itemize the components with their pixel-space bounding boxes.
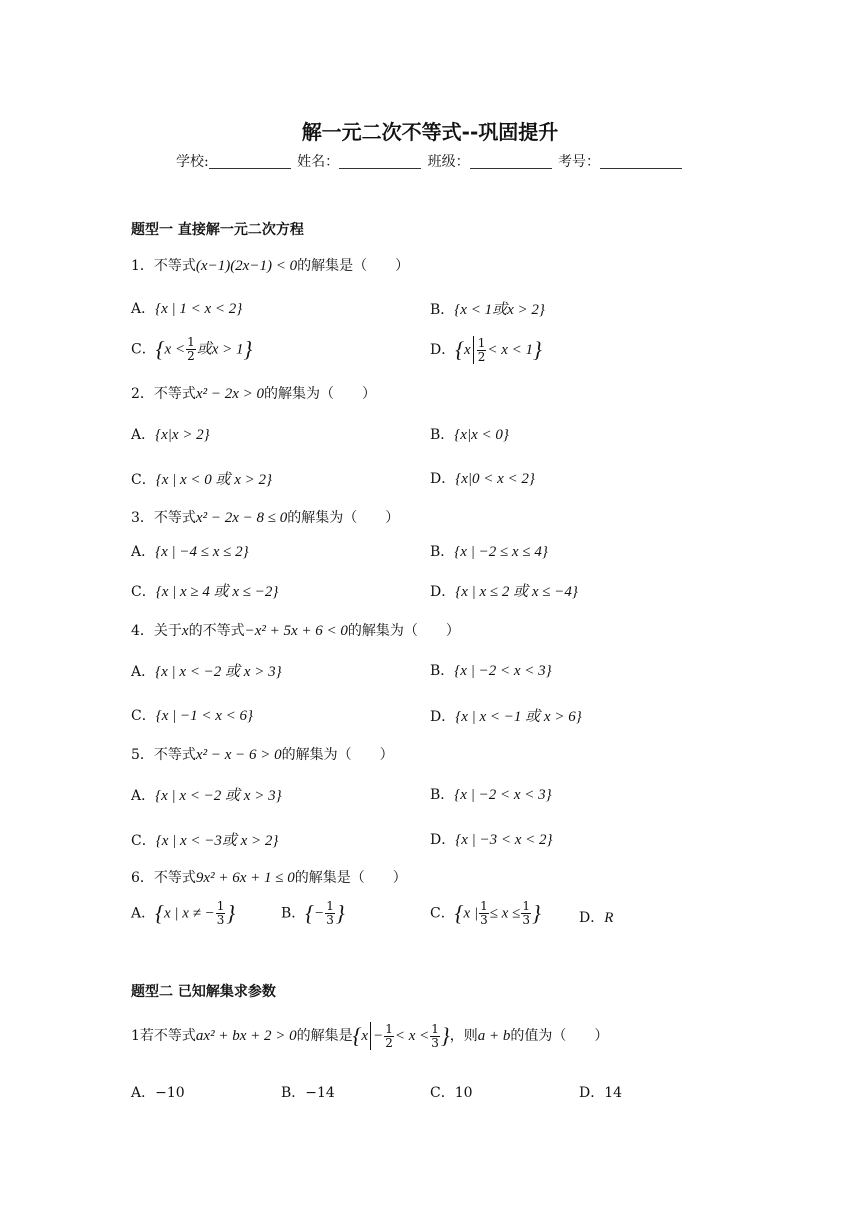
- section-heading-1: 题型一 直接解一元二次方程: [131, 222, 304, 238]
- fraction: [477, 337, 487, 364]
- option-4a[interactable]: [131, 660, 282, 681]
- option-2a[interactable]: [131, 424, 210, 444]
- numerator: 1: [477, 335, 486, 350]
- brace-close: }: [533, 337, 542, 362]
- math-variable: x: [181, 623, 189, 639]
- numerator: 1: [431, 1021, 439, 1036]
- brace-open: {: [155, 336, 165, 362]
- option-label: D．: [430, 342, 456, 358]
- math-expression: 9x² + 6x + 1 ≤ 0: [195, 870, 295, 886]
- brace-close: }: [440, 1023, 450, 1048]
- class-label: 班级：: [427, 154, 470, 170]
- option-text: 14: [604, 1085, 623, 1101]
- denominator: 3: [522, 913, 530, 927]
- question-2: [131, 383, 376, 403]
- option-text: {x | −4 ≤ x ≤ 2}: [155, 544, 249, 560]
- option-label: B．: [430, 427, 455, 443]
- question-6: [131, 867, 407, 887]
- option-text: {x|x < 0}: [454, 427, 509, 443]
- question-text: 不等式: [153, 386, 196, 402]
- fraction: [186, 336, 196, 363]
- set-bar: [370, 1022, 371, 1050]
- option-text: {x | −1 < x < 6}: [155, 708, 254, 724]
- question-text: 关于: [153, 623, 182, 639]
- option-1d[interactable]: [430, 336, 542, 364]
- option-5d[interactable]: [430, 829, 553, 849]
- school-blank[interactable]: [209, 154, 291, 169]
- math-expression: −x² + 5x + 6 < 0: [244, 623, 348, 639]
- option-label: C．: [430, 905, 455, 922]
- numerator: 1: [216, 899, 225, 913]
- math-expression: x² − 2x > 0: [195, 386, 264, 402]
- question-text: 的解集是（ ）: [294, 870, 407, 886]
- math-expression: −: [373, 1028, 384, 1044]
- brace-open: {: [305, 900, 315, 926]
- set-bar: [473, 336, 474, 364]
- section-heading-2: 题型二 已知解集求参数: [131, 984, 276, 1000]
- question-text: 不等式: [153, 258, 196, 274]
- option-4b[interactable]: [430, 660, 552, 680]
- denominator: 3: [480, 913, 488, 927]
- math-expression: x² − x − 6 > 0: [195, 747, 282, 763]
- denominator: 2: [187, 349, 195, 363]
- option-text: {x < 1或x > 2}: [454, 302, 545, 318]
- option-text: −14: [305, 1085, 335, 1101]
- option-label: A．: [131, 544, 156, 560]
- option-3a[interactable]: [131, 541, 249, 561]
- option-text: R: [604, 910, 614, 926]
- option-label: C．: [430, 1085, 455, 1101]
- name-blank[interactable]: [339, 154, 421, 169]
- option-text: {x | x < −2 或 x > 3}: [155, 788, 282, 804]
- option-label: B．: [281, 1085, 306, 1101]
- numerator: 1: [385, 1021, 393, 1036]
- question-number: 3．: [131, 510, 154, 526]
- numerator: 1: [480, 899, 488, 913]
- fraction: [430, 1023, 440, 1050]
- question-text: 若不等式: [139, 1028, 196, 1044]
- brace-open: {: [155, 900, 164, 926]
- option-text: {x | x < −1 或 x > 6}: [455, 709, 582, 725]
- option-6d[interactable]: [579, 907, 613, 927]
- option-7c[interactable]: [430, 1082, 473, 1102]
- question-text: 的值为（ ）: [510, 1028, 609, 1044]
- math-expression: ax² + bx + 2 > 0: [195, 1028, 297, 1044]
- fraction: [521, 900, 531, 927]
- option-text: < x < 1: [487, 342, 534, 358]
- question-text: 的不等式: [188, 623, 245, 639]
- math-expression: (x−1)(2x−1) < 0: [195, 258, 298, 274]
- option-2d[interactable]: [430, 468, 535, 488]
- option-5b[interactable]: [430, 784, 552, 804]
- option-text: {x | 1 < x < 2}: [155, 301, 243, 317]
- exam-no-label: 考号：: [558, 154, 601, 170]
- option-text: 10: [454, 1085, 473, 1101]
- denominator: 2: [477, 349, 486, 364]
- option-label: D．: [430, 709, 456, 725]
- name-label: 姓名：: [297, 154, 340, 170]
- option-text: x <: [164, 341, 186, 358]
- school-label: 学校:: [175, 154, 209, 170]
- option-7b[interactable]: [281, 1082, 335, 1102]
- option-text: {x | −2 < x < 3}: [454, 663, 552, 679]
- math-expression: a + b: [477, 1028, 511, 1044]
- brace-close: }: [335, 900, 345, 926]
- question-text: 的解集为（ ）: [287, 510, 400, 526]
- question-3: [131, 507, 399, 527]
- question-1: [131, 255, 409, 275]
- page-title: 解一元二次不等式--巩固提升: [301, 120, 559, 144]
- option-text: x: [464, 342, 471, 358]
- class-blank[interactable]: [470, 154, 552, 169]
- option-text: {x | x ≥ 4 或 x ≤ −2}: [155, 584, 279, 600]
- option-label: B．: [281, 905, 306, 922]
- question-text: 的解集是: [296, 1028, 353, 1044]
- brace-open: {: [455, 337, 465, 362]
- option-label: A．: [131, 905, 156, 922]
- option-label: C．: [131, 584, 156, 600]
- option-label: D．: [579, 1085, 605, 1101]
- option-2c[interactable]: [131, 468, 272, 489]
- fraction: [216, 900, 226, 927]
- option-label: C．: [131, 472, 156, 488]
- option-text: {x | x < 0 或 x > 2}: [155, 472, 273, 488]
- question-text: 不等式: [153, 870, 196, 886]
- question-text: 不等式: [153, 510, 196, 526]
- option-label: B．: [430, 787, 455, 803]
- option-6a[interactable]: [131, 900, 235, 927]
- fraction: [384, 1023, 394, 1050]
- option-7a[interactable]: [131, 1082, 185, 1102]
- option-label: C．: [131, 833, 156, 849]
- numerator: 1: [326, 899, 334, 913]
- option-text: {x | −3 < x < 2}: [455, 832, 553, 848]
- option-label: C．: [131, 708, 156, 724]
- option-text: {x|0 < x < 2}: [455, 471, 535, 487]
- option-label: D．: [430, 471, 456, 487]
- question-number: 1．: [131, 258, 154, 274]
- option-5a[interactable]: [131, 784, 282, 805]
- brace-open: {: [352, 1023, 362, 1048]
- denominator: 3: [431, 1035, 439, 1050]
- option-3c[interactable]: [131, 580, 278, 601]
- option-1c[interactable]: [131, 336, 252, 363]
- question-4: [131, 620, 460, 640]
- fraction: [479, 900, 489, 927]
- option-label: D．: [430, 832, 456, 848]
- question-number: 1: [131, 1028, 140, 1044]
- option-7d[interactable]: [579, 1082, 622, 1102]
- brace-open: {: [454, 900, 464, 926]
- option-label: A．: [131, 1085, 156, 1101]
- option-4c[interactable]: [131, 705, 253, 725]
- question-number: 5．: [131, 747, 154, 763]
- question-number: 2．: [131, 386, 154, 402]
- question-text: ，则: [449, 1028, 478, 1044]
- denominator: 3: [326, 913, 334, 927]
- option-label: A．: [131, 788, 156, 804]
- numerator: 1: [522, 899, 530, 913]
- option-label: B．: [430, 544, 455, 560]
- option-1a[interactable]: [131, 298, 242, 318]
- math-expression: < x <: [394, 1028, 430, 1044]
- option-4d[interactable]: [430, 705, 582, 726]
- denominator: 2: [385, 1035, 393, 1050]
- question-5: [131, 744, 394, 764]
- option-label: C．: [131, 341, 156, 358]
- question-7: [131, 1022, 608, 1050]
- option-label: A．: [131, 427, 156, 443]
- option-label: D．: [579, 910, 605, 926]
- denominator: 3: [216, 913, 225, 927]
- option-text: {x | x < −2 或 x > 3}: [155, 664, 282, 680]
- option-text: x | x ≠ −: [163, 905, 215, 922]
- math-expression: x² − 2x − 8 ≤ 0: [195, 510, 288, 526]
- option-text: x |: [463, 905, 479, 922]
- question-text: 的解集为（ ）: [281, 747, 394, 763]
- brace-close: }: [531, 900, 541, 926]
- option-text: {x | x ≤ 2 或 x ≤ −4}: [455, 584, 578, 600]
- option-text: ≤ x ≤: [489, 905, 521, 922]
- option-label: A．: [131, 301, 156, 317]
- brace-close: }: [243, 336, 253, 362]
- option-3b[interactable]: [430, 541, 548, 561]
- option-text: −: [314, 905, 325, 922]
- question-text: 不等式: [153, 747, 196, 763]
- exam-no-blank[interactable]: [600, 154, 682, 169]
- option-1b[interactable]: [430, 298, 545, 319]
- option-label: D．: [430, 584, 456, 600]
- option-6c[interactable]: [430, 900, 541, 927]
- question-number: 6．: [131, 870, 154, 886]
- option-text: {x | −2 ≤ x ≤ 4}: [454, 544, 548, 560]
- student-info-line: [0, 151, 860, 171]
- option-label: B．: [430, 663, 455, 679]
- question-number: 4．: [131, 623, 154, 639]
- question-text: 的解集是（ ）: [297, 258, 410, 274]
- option-text: {x | x < −3或 x > 2}: [155, 833, 279, 849]
- fraction: [325, 900, 335, 927]
- option-text: {x | −2 < x < 3}: [454, 787, 552, 803]
- brace-close: }: [226, 900, 236, 926]
- option-2b[interactable]: [430, 424, 509, 444]
- option-text: 或x > 1: [196, 341, 244, 358]
- option-text: {x|x > 2}: [155, 427, 210, 443]
- question-text: 的解集为（ ）: [263, 386, 376, 402]
- question-text: 的解集为（ ）: [347, 623, 460, 639]
- option-label: A．: [131, 664, 156, 680]
- option-5c[interactable]: [131, 829, 278, 850]
- option-text: −10: [155, 1085, 185, 1101]
- math-variable: x: [361, 1028, 369, 1044]
- option-3d[interactable]: [430, 580, 578, 601]
- numerator: 1: [187, 335, 195, 349]
- option-label: B．: [430, 302, 455, 318]
- option-6b[interactable]: [281, 900, 345, 927]
